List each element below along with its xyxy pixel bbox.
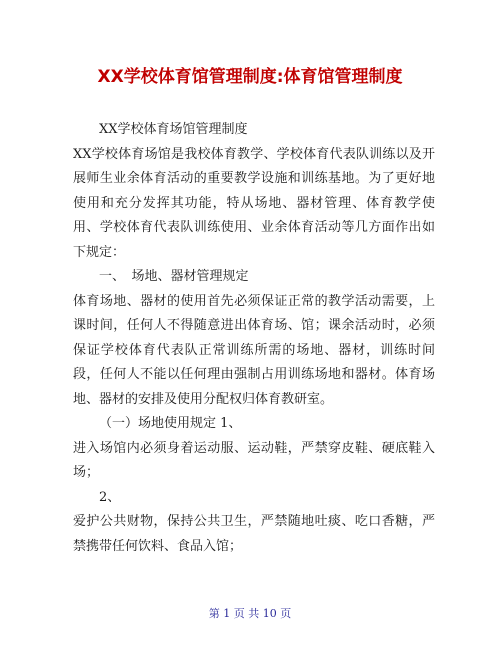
paragraph-section-1: 体育场地、器材的使用首先必须保证正常的教学活动需要，上课时间，任何人不得随意进出体育场、馆；课余活动时，必须保证学校体育代表队正常训练所需的场地、器材，训练时间段，任何人不能以任何理由强制占用训练场地和器材。体育场地、器材的安排及使用分配权归体育教研室。 [73,293,435,407]
paragraph-intro: XX学校体育场馆是我校体育教学、学校体育代表队训练以及开展师生业余体育活动的重要教学设施和训练基地。为了更好地使用和充分发挥其功能，特从场地、器材管理、体育教学使用、学校体育代表队训练使用、业余体育活动等几方面作出如下规定： [73,146,435,260]
rule-number-2: 2、 [99,489,121,505]
paragraph-rule-1: 进入场馆内必须身着运动服、运动鞋，严禁穿皮鞋、硬底鞋入场； [73,440,435,480]
document-body [73,118,435,559]
subsection-heading-1: （一）场地使用规定 1、 [99,416,242,431]
document-title: XX学校体育馆管理制度:体育馆管理制度 [97,67,403,87]
paragraph-heading: XX学校体育场馆管理制度 [99,122,248,137]
section-heading-1: 一、 场地、器材管理规定 [99,269,249,284]
paragraph-rule-2: 爱护公共财物，保持公共卫生，严禁随地吐痰、吃口香糖，严禁携带任何饮料、食品入馆； [73,514,435,554]
page-footer: 第 1 页 共 10 页 [208,607,292,620]
